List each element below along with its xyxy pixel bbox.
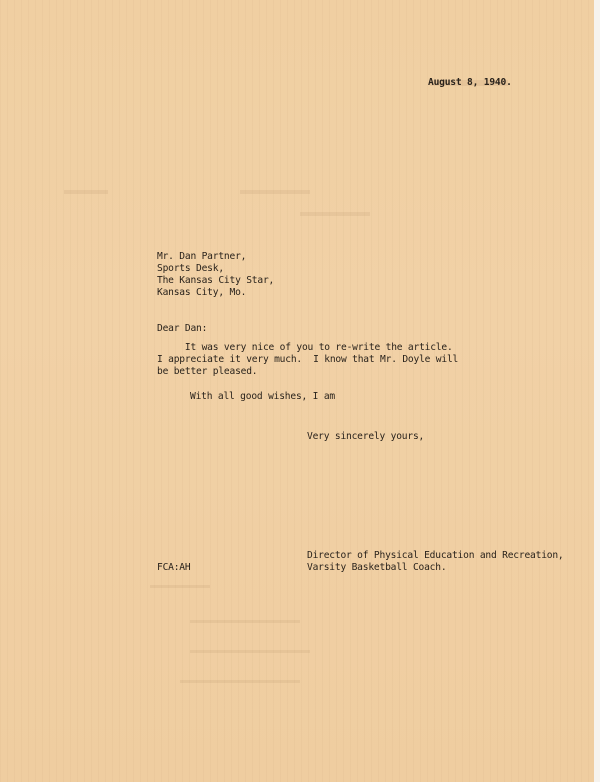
show-through-mark	[180, 680, 300, 683]
body-line: It was very nice of you to re-write the article.	[157, 342, 453, 353]
show-through-mark	[300, 212, 370, 216]
recipient-department: Sports Desk,	[157, 263, 224, 274]
letter-date: August 8, 1940.	[428, 77, 512, 88]
recipient-organization: The Kansas City Star,	[157, 275, 275, 286]
recipient-name: Mr. Dan Partner,	[157, 251, 247, 262]
signature-title-line: Director of Physical Education and Recreation,	[307, 550, 564, 561]
recipient-address	[157, 251, 274, 299]
show-through-mark	[190, 620, 300, 623]
complimentary-close: Very sincerely yours,	[307, 431, 425, 442]
signature-title-line: Varsity Basketball Coach.	[307, 562, 447, 573]
reference-initials: FCA:AH	[157, 562, 191, 573]
body-line: be better pleased.	[157, 366, 258, 377]
salutation: Dear Dan:	[157, 323, 208, 334]
recipient-city: Kansas City, Mo.	[157, 287, 247, 298]
letter-body	[157, 342, 458, 378]
closing-paragraph: With all good wishes, I am	[190, 391, 335, 402]
paper-edge	[594, 0, 600, 782]
show-through-mark	[150, 585, 210, 588]
show-through-mark	[64, 190, 108, 194]
signature-title	[307, 550, 564, 574]
show-through-mark	[240, 190, 310, 194]
body-line: I appreciate it very much. I know that Mr. Doyle will	[157, 354, 459, 365]
show-through-mark	[190, 650, 310, 653]
